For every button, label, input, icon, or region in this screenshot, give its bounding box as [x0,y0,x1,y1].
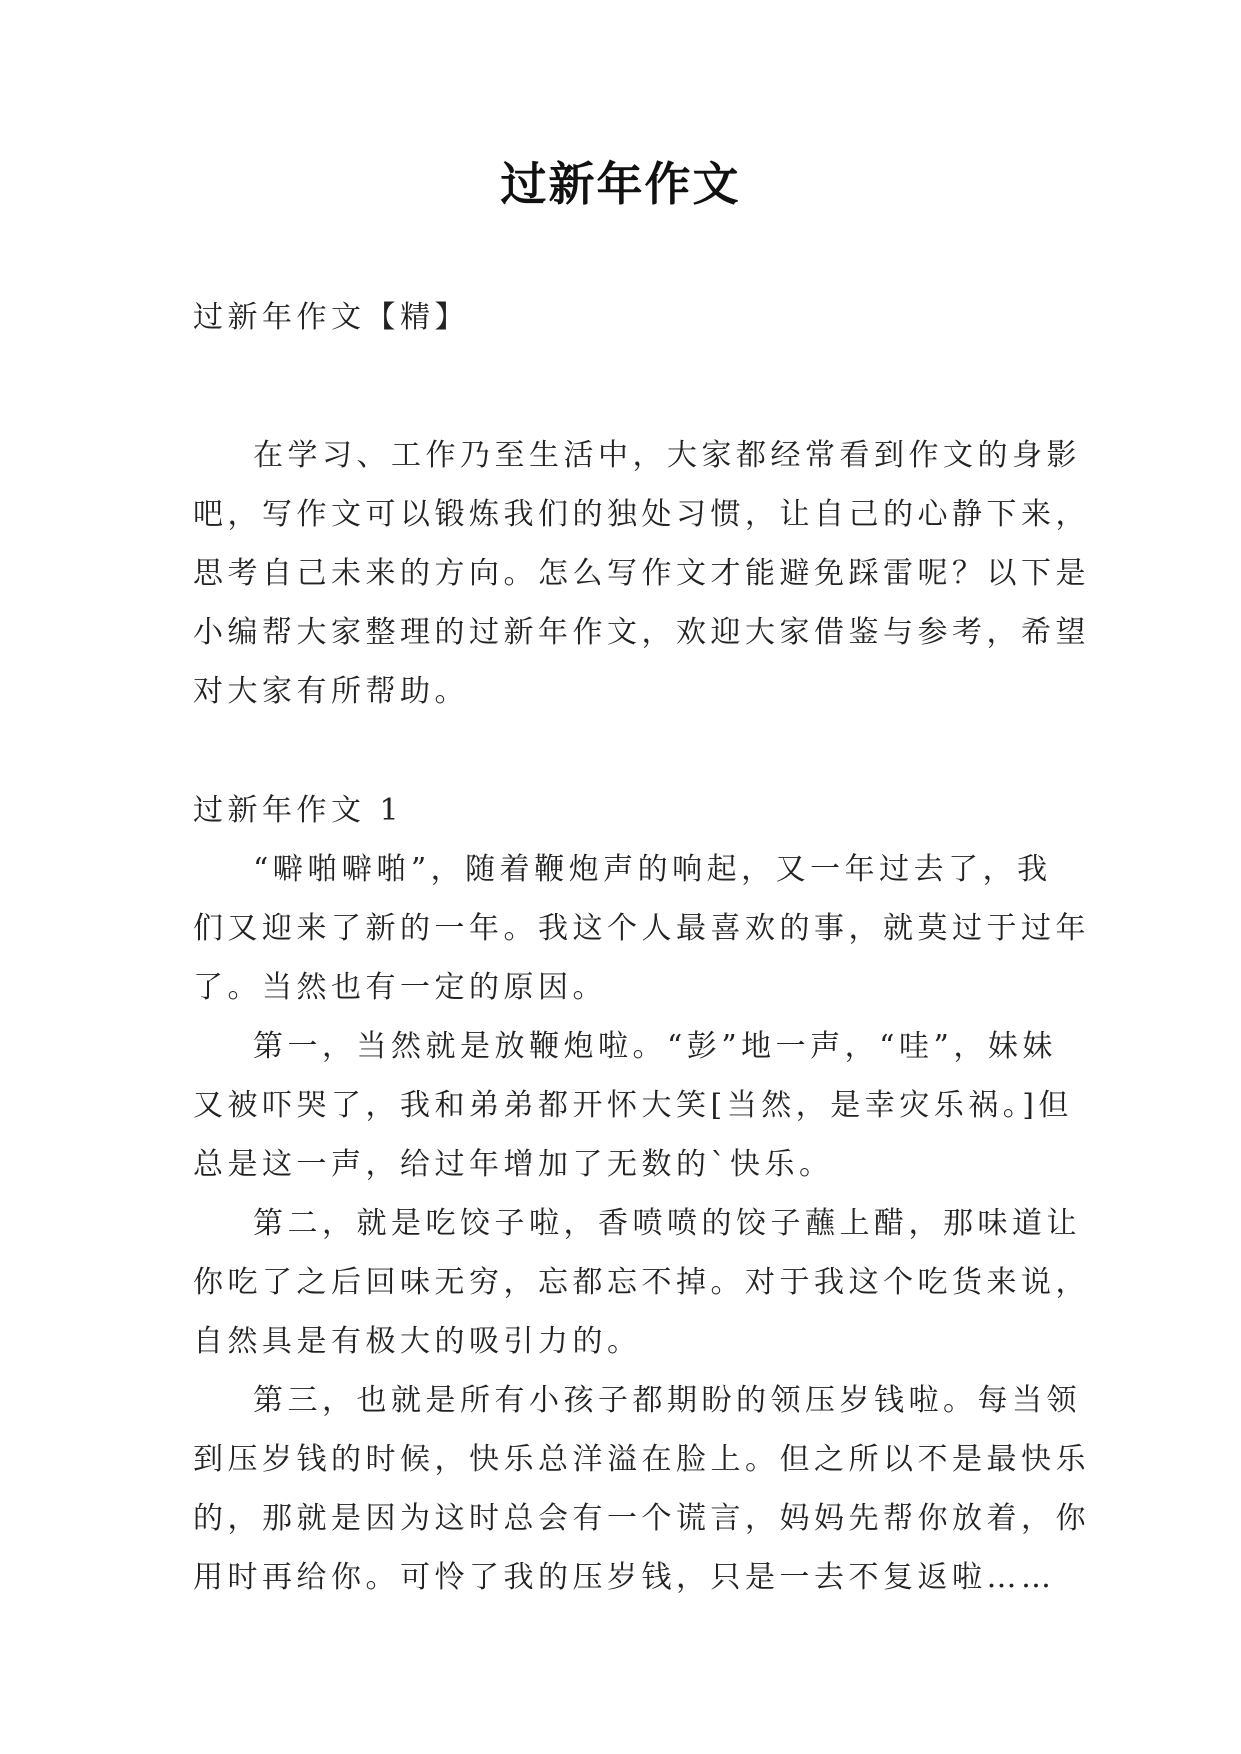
paragraph-line: 总是这一声，给过年增加了无数的`快乐。 [193,1147,834,1182]
spacer [193,347,1053,426]
intro-line: 小编帮大家整理的过新年作文，欢迎大家借鉴与参考，希望 [193,615,1090,650]
essay-paragraph-2 [193,1017,1073,1194]
paragraph-line: 第一，当然就是放鞭炮啦。“彭”地一声，“哇”，妹妹 [253,1029,1057,1064]
paragraph-line: 的，那就是因为这时总会有一个谎言，妈妈先帮你放着，你 [193,1501,1090,1536]
section-heading: 过新年作文 1 [193,793,404,828]
intro-line: 思考自己未来的方向。怎么写作文才能避免踩雷呢？以下是 [193,556,1090,591]
document-title: 过新年作文 [500,157,741,211]
paragraph-line: 自然具是有极大的吸引力的。 [193,1324,642,1359]
document-body [193,288,1090,1607]
essay-paragraph-3 [193,1194,1090,1371]
paragraph-line: 又被吓哭了，我和弟弟都开怀大笑[当然，是幸灾乐祸。]但 [193,1088,1073,1123]
essay-paragraph-4 [193,1371,1090,1607]
intro-line: 吧，写作文可以锻炼我们的独处习惯，让自己的心静下来， [193,497,1090,532]
paragraph-line: 你吃了之后回味无穷，忘都忘不掉。对于我这个吃货来说， [193,1265,1090,1300]
intro-line: 对大家有所帮助。 [193,674,469,709]
paragraph-line: 们又迎来了新的一年。我这个人最喜欢的事，就莫过于过年 [193,911,1090,946]
essay-paragraph-1 [193,840,1090,1017]
spacer [193,721,1053,781]
paragraph-line: 第三，也就是所有小孩子都期盼的领压岁钱啦。每当领 [253,1383,1081,1418]
paragraph-line: 到压岁钱的时候，快乐总洋溢在脸上。但之所以不是最快乐 [193,1442,1090,1477]
document-subtitle: 过新年作文【精】 [193,300,469,335]
paragraph-line: “噼啪噼啪”，随着鞭炮声的响起，又一年过去了，我 [253,852,1052,887]
paragraph-line: 了。当然也有一定的原因。 [193,970,607,1005]
paragraph-line: 第二，就是吃饺子啦，香喷喷的饺子蘸上醋，那味道让 [253,1206,1081,1241]
paragraph-line: 用时再给你。可怜了我的压岁钱，只是一去不复返啦…… [193,1560,1056,1595]
intro-line: 在学习、工作乃至生活中，大家都经常看到作文的身影 [253,438,1081,473]
intro-paragraph [193,426,1090,721]
